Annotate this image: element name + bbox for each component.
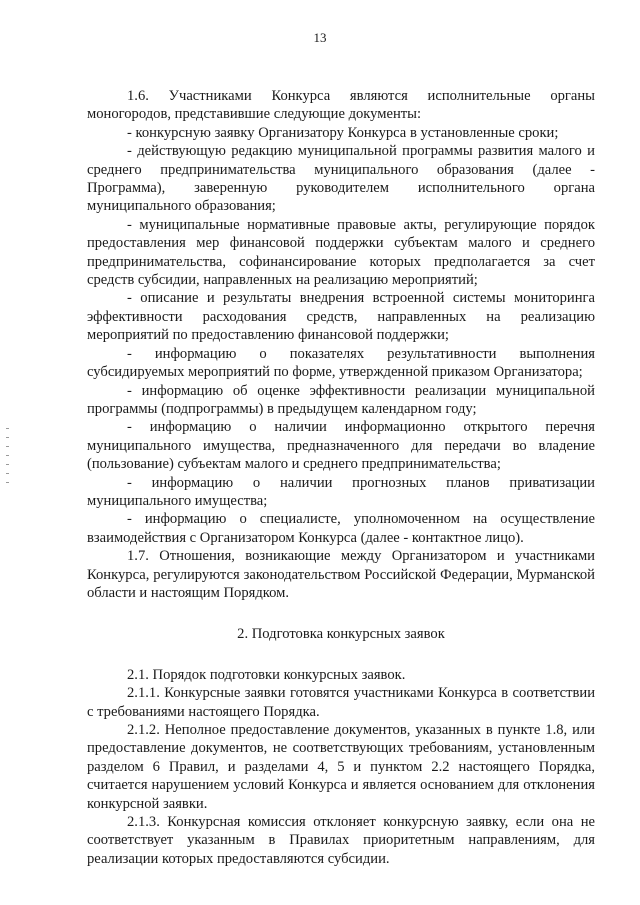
list-item-contact-person: - информацию о специалисте, уполномоченном на осуществление взаимодействия с Организатором Конкурса (далее - контактное лицо).: [87, 511, 595, 546]
paragraph-2-1-2: 2.1.2. Неполное предоставление документов, указанных в пункте 1.8, или предоставление документов, не соответствующих требованиям, установленным разделом 6 Правил, и разделами 4, 5 и пунктом 2.2 настоящего Порядка, считается нарушением условий Конкурса и является основанием для отклонения конкурсной заявки.: [87, 722, 595, 812]
paragraph-2-1-3: 2.1.3. Конкурсная комиссия отклоняет конкурсную заявку, если она не соответствует указанным в Правилах приоритетным направлениям, для реализации которых предоставляются субсидии.: [87, 814, 595, 867]
list-item-privatization: - информацию о наличии прогнозных планов приватизации муниципального имущества;: [87, 474, 595, 509]
list-item-monitoring: - описание и результаты внедрения встроенной системы мониторинга эффективности расходования средств, направленных на реализацию мероприятий по предоставлению финансовой поддержки;: [87, 290, 595, 344]
list-item-property-list: - информацию о наличии информационно открытого перечня муниципального имущества, предназначенного для передачи во владение (пользование) субъектам малого и среднего предпринимательства;: [87, 419, 595, 473]
paragraph-1-6: 1.6. Участниками Конкурса являются исполнительные органы моногородов, представившие следующие документы:: [87, 88, 595, 123]
paragraph-2-1-1: 2.1.1. Конкурсные заявки готовятся участниками Конкурса в соответствии с требованиями настоящего Порядка.: [87, 685, 595, 720]
list-item-program: - действующую редакцию муниципальной программы развития малого и среднего предпринимательства муниципального образования (далее - Программа), заверенную руководителем исполнительного органа муниципального образования;: [87, 143, 595, 215]
paragraph-1-7: 1.7. Отношения, возникающие между Организатором и участниками Конкурса, регулируются законодательством Российской Федерации, Мурманской области и настоящим Порядком.: [87, 548, 595, 601]
list-item-legal-acts: - муниципальные нормативные правовые акты, регулирующие порядок предоставления мер финансовой поддержки субъектам малого и среднего предпринимательства, софинансирование которых предполагается за счет средств субсидии, направленных на реализацию мероприятий;: [87, 216, 595, 289]
list-item-indicators: - информацию о показателях результативности выполнения субсидируемых мероприятий по форме, утвержденной приказом Организатора;: [87, 345, 595, 381]
page-number: 13: [313, 30, 327, 45]
list-item-efficiency: - информацию об оценке эффективности реализации муниципальной программы (подпрограммы) в предыдущем календарном году;: [87, 382, 595, 417]
paragraph-2-1: 2.1. Порядок подготовки конкурсных заявок.: [127, 666, 406, 683]
scan-artifact: [6, 428, 10, 484]
section-2-heading: 2. Подготовка конкурсных заявок: [237, 626, 445, 643]
document-body: [87, 87, 595, 868]
list-item-application: - конкурсную заявку Организатору Конкурса в установленные сроки;: [127, 124, 559, 141]
